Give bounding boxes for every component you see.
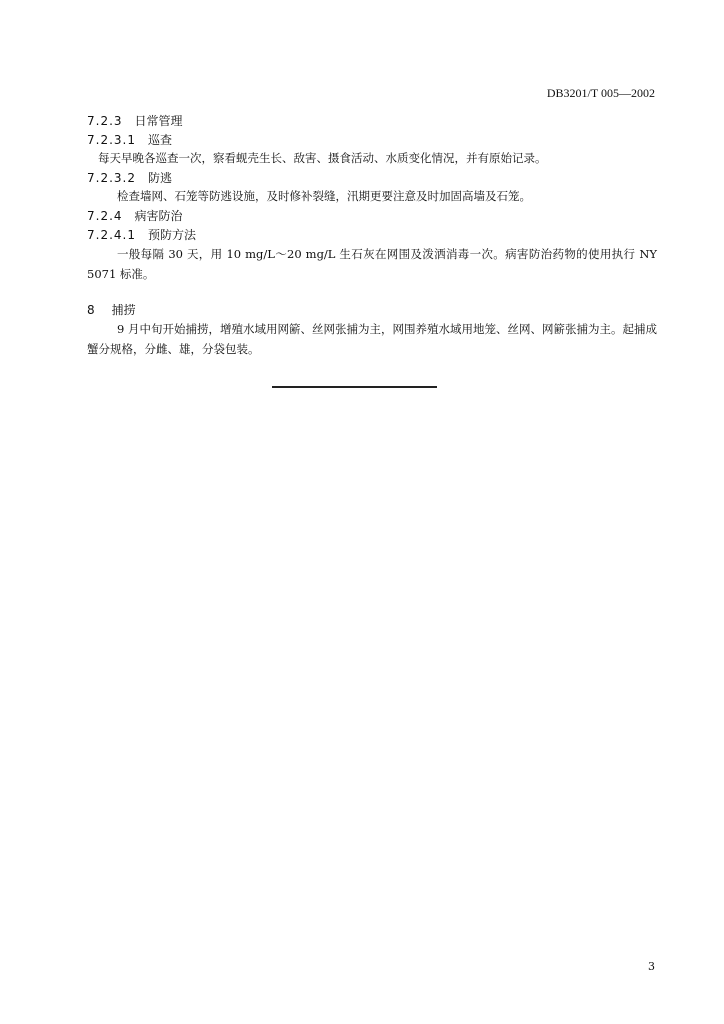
section-heading-7-2-4 [87,207,183,224]
section-heading-8 [87,301,136,318]
section-number: 7.2.3.1 [87,133,136,147]
section-number: 8 [87,303,96,317]
page-number: 3 [648,960,655,973]
end-of-document-rule [272,386,437,388]
section-title: 防逃 [147,171,172,185]
section-heading-7-2-3 [87,112,183,129]
document-code: DB3201/T 005—2002 [546,86,655,100]
section-title: 日常管理 [134,114,183,128]
section-title: 预防方法 [147,228,196,242]
section-number: 7.2.4.1 [87,228,136,242]
section-number: 7.2.4 [87,209,123,223]
paragraph-inspection: 每天早晚各巡查一次，察看蚬壳生长、敌害、摄食活动、水质变化情况，并有原始记录。 [98,151,547,165]
section-heading-7-2-4-1 [87,226,196,243]
paragraph-escape-prevention: 检查墙网、石笼等防逃设施，及时修补裂缝，汛期更要注意及时加固高墙及石笼。 [117,189,531,203]
paragraph-harvest: 9 月中旬开始捕捞，增殖水域用网簖、丝网张捕为主，网围养殖水域用地笼、丝网、网簖张捕为主。起捕成蟹分规格，分雌、雄，分袋包装。 [87,322,657,356]
section-heading-7-2-3-1 [87,131,172,148]
section-title: 病害防治 [134,209,183,223]
section-number: 7.2.3.2 [87,171,136,185]
section-heading-7-2-3-2 [87,169,172,186]
section-title: 捕捞 [111,303,136,317]
section-number: 7.2.3 [87,114,123,128]
paragraph-prevention-method: 一般每隔 30 天，用 10 mg/L～20 mg/L 生石灰在网围及泼洒消毒一次。病害防治药物的使用执行 NY 5071 标准。 [87,247,657,281]
section-title: 巡查 [147,133,172,147]
